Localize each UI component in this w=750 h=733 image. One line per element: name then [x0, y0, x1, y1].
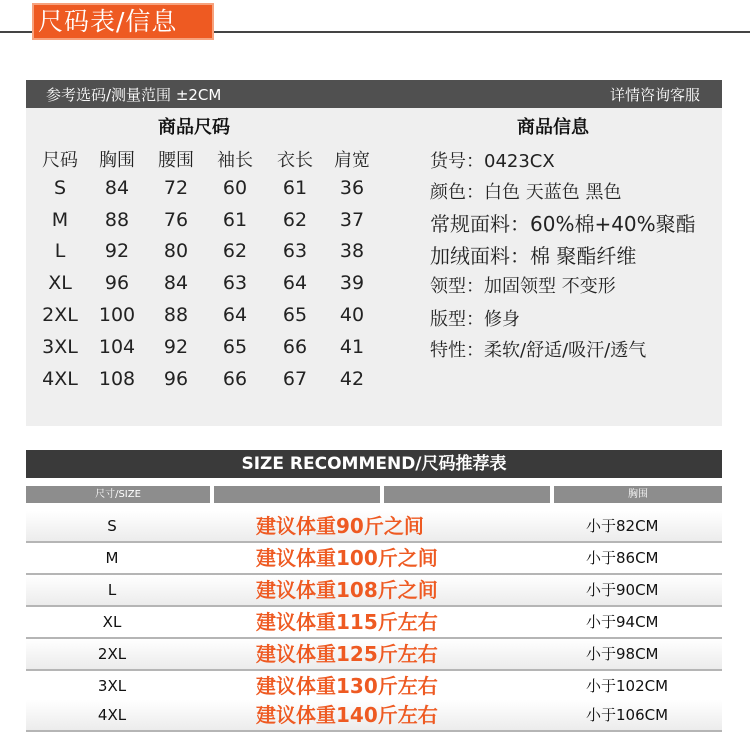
table-cell: 38 — [339, 240, 365, 262]
info-item-code: 货号：0423CX — [430, 151, 555, 172]
rec-weight: 建议体重108斤之间 — [256, 578, 438, 602]
table-cell: 36 — [339, 177, 365, 199]
table-cell: 62 — [282, 209, 308, 231]
recommend-row — [26, 671, 722, 703]
recommend-row — [26, 607, 722, 639]
header-rule-left — [0, 31, 32, 33]
table-cell: 72 — [163, 177, 189, 199]
rec-size: 3XL — [97, 677, 127, 695]
col-header: 尺码 — [42, 150, 78, 171]
table-cell: 37 — [339, 209, 365, 231]
table-cell: 84 — [163, 272, 189, 294]
recommend-row — [26, 639, 722, 671]
table-cell: 80 — [163, 240, 189, 262]
col-header: 肩宽 — [334, 150, 370, 171]
rec-chest: 小于82CM — [586, 517, 659, 535]
rec-size: M — [105, 549, 119, 567]
contact-service-note: 详情咨询客服 — [609, 86, 700, 104]
size-table-title: 商品尺码 — [158, 117, 230, 138]
table-cell: S — [53, 177, 67, 199]
info-item-features: 特性：柔软/舒适/吸汗/透气 — [430, 340, 647, 361]
table-cell: 4XL — [42, 368, 78, 390]
table-cell: 96 — [104, 272, 130, 294]
rec-size: XL — [102, 613, 122, 631]
recommend-row — [26, 543, 722, 575]
measure-note: 参考选码/测量范围 ±2CM — [46, 86, 222, 104]
rec-weight: 建议体重125斤左右 — [256, 642, 438, 666]
product-info-title: 商品信息 — [517, 117, 589, 138]
rec-chest: 小于98CM — [586, 645, 659, 663]
col-header-blank — [384, 486, 550, 503]
table-cell: 88 — [163, 304, 189, 326]
rec-size: L — [107, 581, 117, 599]
rec-weight: 建议体重100斤之间 — [256, 546, 438, 570]
col-header-blank — [214, 486, 380, 503]
table-cell: 76 — [163, 209, 189, 231]
recommend-row — [26, 511, 722, 543]
info-item-collar: 领型：加固领型 不变形 — [430, 276, 616, 297]
table-cell: 88 — [104, 209, 130, 231]
table-cell: XL — [48, 272, 72, 294]
col-header: 袖长 — [217, 150, 253, 171]
recommend-title: SIZE RECOMMEND/尺码推荐表 — [26, 450, 722, 478]
table-cell: 40 — [339, 304, 365, 326]
info-item-color: 颜色：白色 天蓝色 黑色 — [430, 182, 622, 203]
table-cell: 92 — [104, 240, 130, 262]
col-header: 胸围 — [99, 150, 135, 171]
table-cell: 41 — [339, 336, 365, 358]
table-cell: 61 — [222, 209, 248, 231]
info-item-fabric: 常规面料：60%棉+40%聚酯 — [430, 212, 696, 236]
table-cell: 92 — [163, 336, 189, 358]
table-cell: 61 — [282, 177, 308, 199]
table-cell: M — [51, 209, 69, 231]
rec-weight: 建议体重90斤之间 — [256, 514, 424, 538]
rec-weight: 建议体重115斤左右 — [256, 610, 438, 634]
rec-chest: 小于102CM — [586, 677, 669, 695]
table-cell: 39 — [339, 272, 365, 294]
col-header-chest: 胸围 — [554, 486, 722, 503]
rec-size: S — [107, 517, 117, 535]
rec-chest: 小于86CM — [586, 549, 659, 567]
table-cell: 104 — [98, 336, 136, 358]
header-rule-right — [214, 31, 750, 33]
table-cell: 64 — [222, 304, 248, 326]
recommend-row — [26, 700, 722, 732]
table-cell: 63 — [222, 272, 248, 294]
table-cell: 67 — [282, 368, 308, 390]
table-cell: 63 — [282, 240, 308, 262]
rec-chest: 小于94CM — [586, 613, 659, 631]
table-cell: 2XL — [42, 304, 78, 326]
table-cell: 108 — [98, 368, 136, 390]
table-cell: 42 — [339, 368, 365, 390]
table-cell: 66 — [222, 368, 248, 390]
info-item-fit: 版型：修身 — [430, 309, 520, 330]
table-cell: 66 — [282, 336, 308, 358]
rec-weight: 建议体重140斤左右 — [256, 703, 438, 727]
rec-chest: 小于106CM — [586, 706, 669, 724]
measure-bar — [26, 80, 722, 108]
info-item-fleece: 加绒面料：棉 聚酯纤维 — [430, 244, 637, 268]
rec-weight: 建议体重130斤左右 — [256, 674, 438, 698]
table-cell: 96 — [163, 368, 189, 390]
table-cell: 62 — [222, 240, 248, 262]
table-cell: L — [54, 240, 66, 262]
table-cell: 65 — [282, 304, 308, 326]
table-cell: 84 — [104, 177, 130, 199]
rec-size: 2XL — [97, 645, 127, 663]
page-title: 尺码表/信息 — [32, 3, 214, 40]
table-cell: 100 — [98, 304, 136, 326]
rec-chest: 小于90CM — [586, 581, 659, 599]
col-header: 衣长 — [277, 150, 313, 171]
table-cell: 3XL — [42, 336, 78, 358]
table-cell: 65 — [222, 336, 248, 358]
table-cell: 60 — [222, 177, 248, 199]
col-header: 腰围 — [158, 150, 194, 171]
table-cell: 64 — [282, 272, 308, 294]
col-header-size: 尺寸/SIZE — [26, 486, 210, 503]
recommend-row — [26, 575, 722, 607]
rec-size: 4XL — [97, 706, 127, 724]
